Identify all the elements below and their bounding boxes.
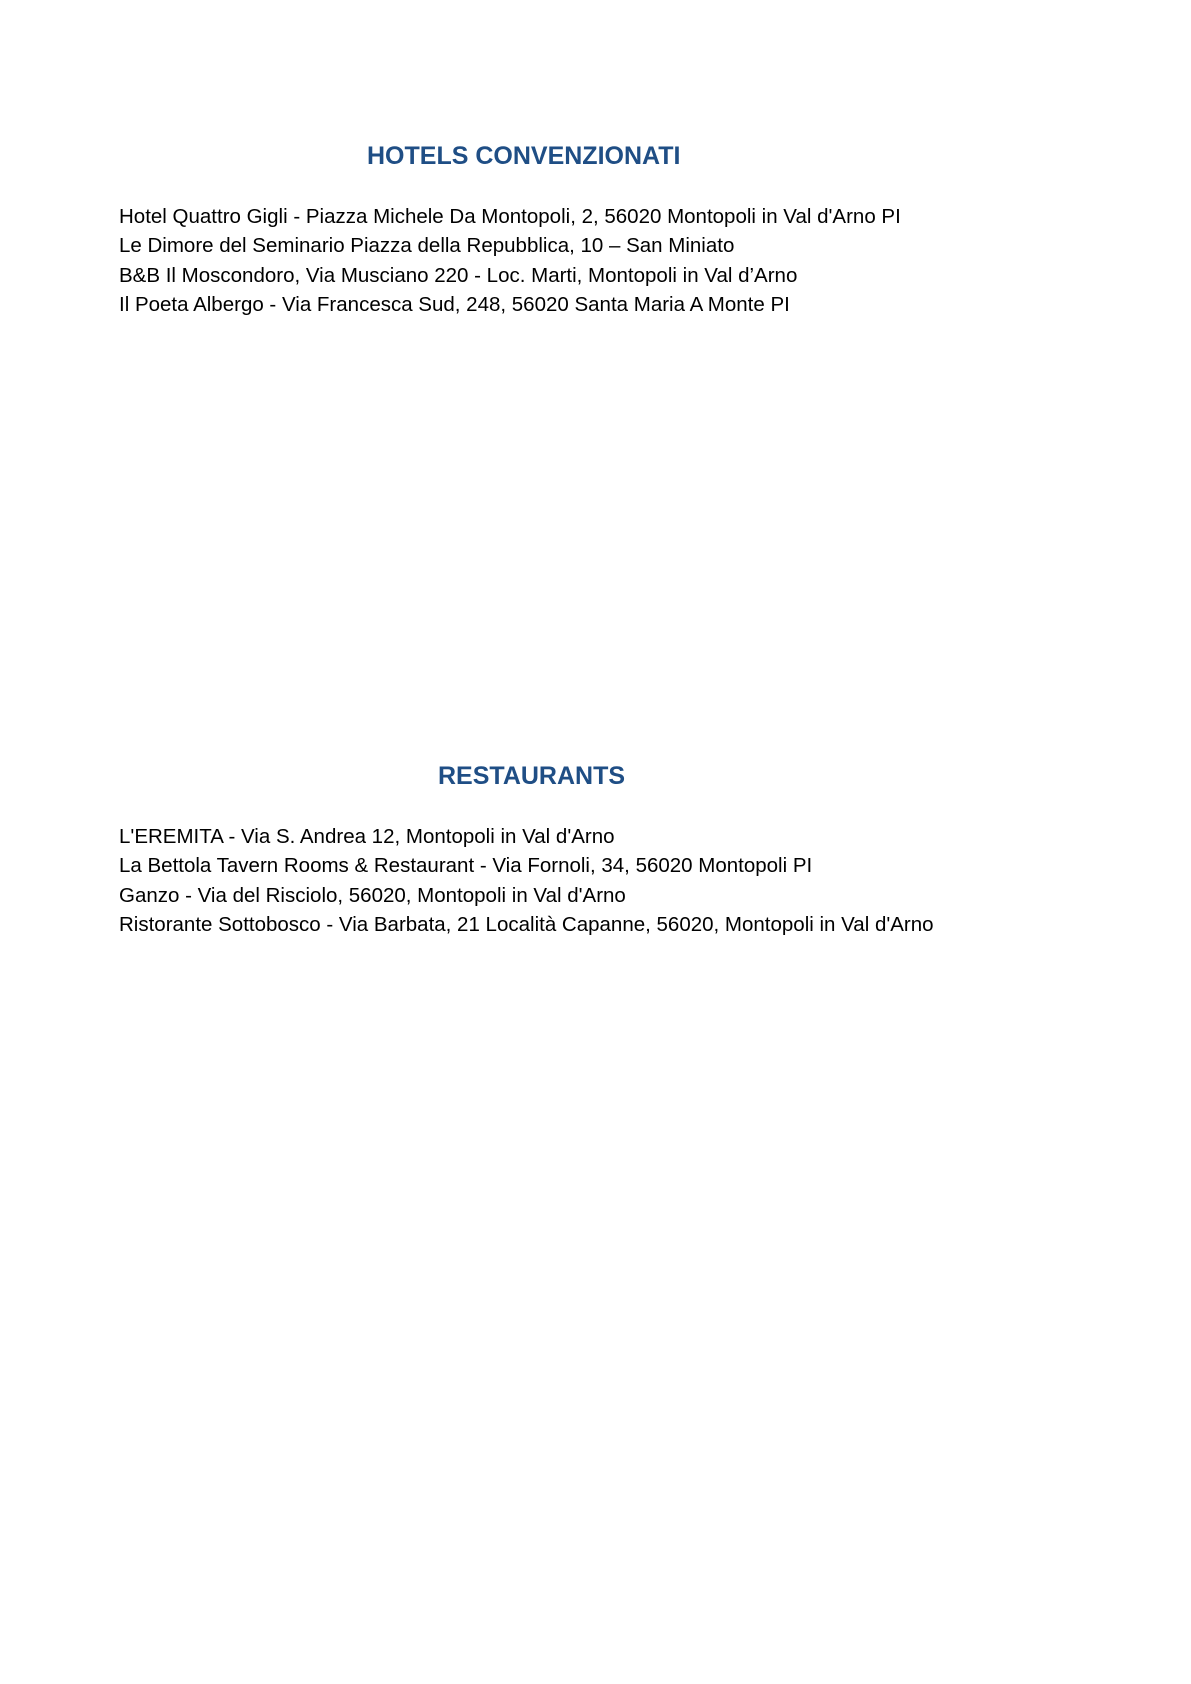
hotels-section-title: HOTELS CONVENZIONATI <box>367 142 681 170</box>
restaurants-list <box>119 822 934 939</box>
hotel-entry: Il Poeta Albergo - Via Francesca Sud, 248, 56020 Santa Maria A Monte PI <box>119 292 790 316</box>
hotel-entry: Hotel Quattro Gigli - Piazza Michele Da Montopoli, 2, 56020 Montopoli in Val d'Arno PI <box>119 205 901 228</box>
restaurant-entry: Ristorante Sottobosco - Via Barbata, 21 Località Capanne, 56020, Montopoli in Val d'Arno <box>119 912 934 936</box>
restaurants-section-title: RESTAURANTS <box>438 762 626 790</box>
hotel-entry: Le Dimore del Seminario Piazza della Repubblica, 10 – San Miniato <box>119 234 735 258</box>
restaurant-entry: L'EREMITA - Via S. Andrea 12, Montopoli in Val d'Arno <box>119 825 615 848</box>
hotels-list <box>119 202 901 319</box>
restaurant-entry: Ganzo - Via del Risciolo, 56020, Montopoli in Val d'Arno <box>119 883 626 907</box>
restaurant-entry: La Bettola Tavern Rooms & Restaurant - Via Fornoli, 34, 56020 Montopoli PI <box>119 854 813 878</box>
hotel-entry: B&B Il Moscondoro, Via Musciano 220 - Loc. Marti, Montopoli in Val d’Arno <box>119 263 798 287</box>
